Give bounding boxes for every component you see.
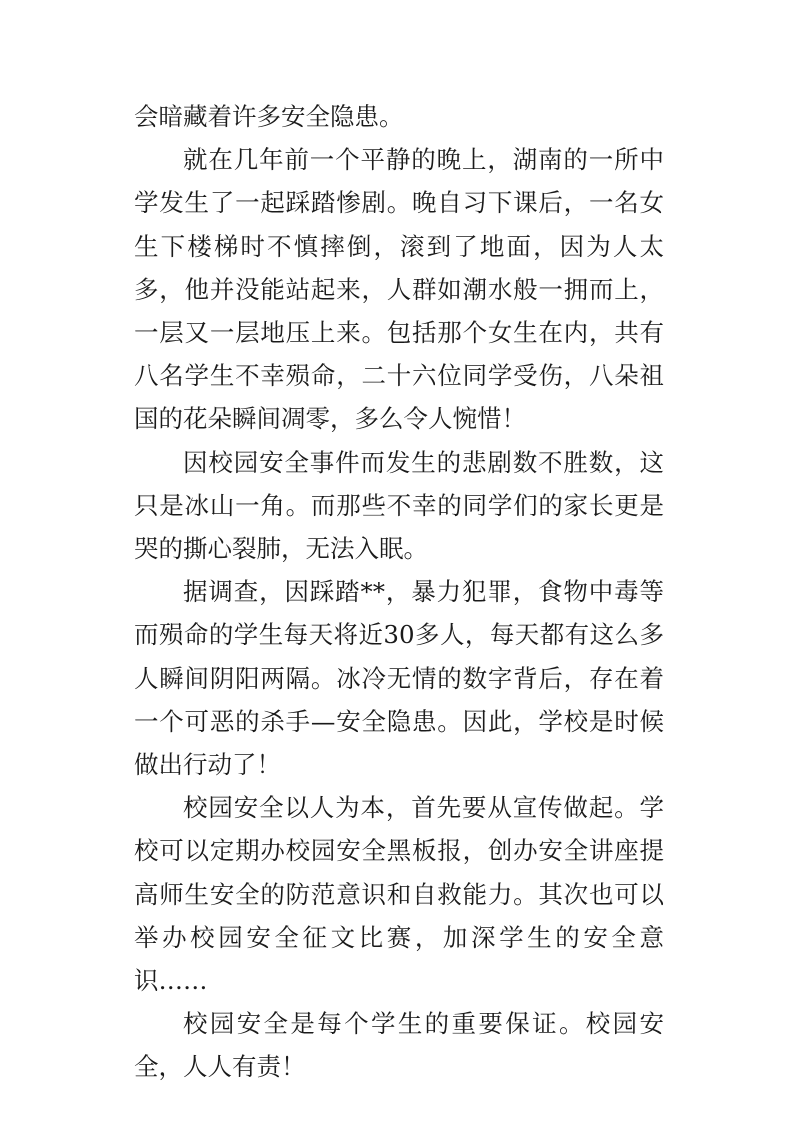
paragraph-tip-of-iceberg: 因校园安全事件而发生的悲剧数不胜数，这只是冰山一角。而那些不幸的同学们的家长更是哭的撕心裂肺，无法入眠。 <box>134 447 664 564</box>
paragraph-continuation: 会暗藏着许多安全隐患。 <box>134 102 404 131</box>
paragraph-statistics: 据调查，因踩踏**，暴力犯罪，食物中毒等而殒命的学生每天将近30多人，每天都有这么多人瞬间阴阳两隔。冰冷无情的数字背后，存在着一个可恶的杀手—安全隐患。因此，学校是时候做出行动了！ <box>134 577 664 780</box>
paragraph-safety-measures: 校园安全以人为本，首先要从宣传做起。学校可以定期办校园安全黑板报，创办安全讲座提高师生安全的防范意识和自救能力。其次也可以举办校园安全征文比赛，加深学生的安全意识…… <box>134 793 664 996</box>
paragraph-stampede-incident: 就在几年前一个平静的晚上，湖南的一所中学发生了一起踩踏惨剧。晚自习下课后，一名女生下楼梯时不慎摔倒，滚到了地面，因为人太多，他并没能站起来，人群如潮水般一拥而上，一层又一层地压上来。包括那个女生在内，共有八名学生不幸殒命，二十六位同学受伤，八朵祖国的花朵瞬间凋零，多么令人惋惜！ <box>134 145 664 434</box>
essay-body <box>134 95 664 1089</box>
paragraph-conclusion: 校园安全是每个学生的重要保证。校园安全，人人有责！ <box>134 1009 664 1082</box>
